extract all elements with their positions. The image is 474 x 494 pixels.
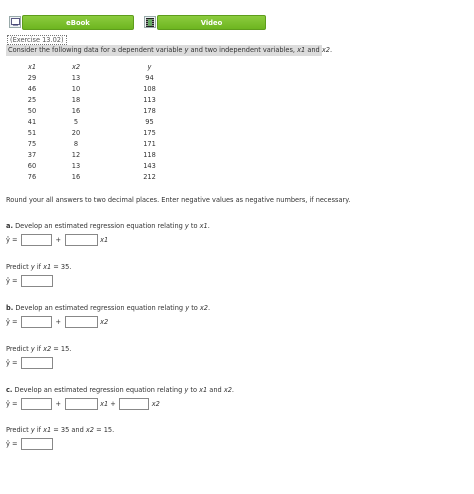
table-cell: 18 xyxy=(71,95,81,104)
y-hat-label: ŷ = xyxy=(6,400,18,408)
table-cell: 29 xyxy=(27,73,37,82)
part-b-prediction-input[interactable] xyxy=(21,357,53,369)
part-b-predict-prompt: Predict y if x2 = 15. xyxy=(6,345,72,353)
y-hat-label: ŷ = xyxy=(6,236,18,244)
table-cell: 13 xyxy=(71,161,81,170)
table-cell: 108 xyxy=(143,84,156,93)
table-cell: 8 xyxy=(73,139,79,148)
table-cell: 95 xyxy=(145,117,154,126)
video-icon[interactable] xyxy=(144,16,156,28)
part-c-equation xyxy=(6,397,160,411)
ebook-icon[interactable] xyxy=(9,16,21,28)
part-b-intercept-input[interactable] xyxy=(21,316,52,328)
table-row xyxy=(22,116,189,127)
part-a-question: a. Develop an estimated regression equation relating y to x1. xyxy=(6,222,210,230)
table-cell: 13 xyxy=(71,73,81,82)
data-table xyxy=(22,61,189,182)
y-hat-label: ŷ = xyxy=(6,359,18,367)
y-hat-label: ŷ = xyxy=(6,318,18,326)
table-cell: 94 xyxy=(145,73,154,82)
part-c-predict-prompt: Predict y if x1 = 35 and x2 = 15. xyxy=(6,426,115,434)
column-header-x2: x2 xyxy=(71,62,81,71)
table-row xyxy=(22,171,189,182)
variable-label: x1 xyxy=(100,236,109,244)
plus-sign: + xyxy=(55,400,62,408)
table-row xyxy=(22,138,189,149)
table-cell: 178 xyxy=(143,106,156,115)
table-cell: 37 xyxy=(27,150,37,159)
column-header-y: y xyxy=(147,62,152,71)
plus-sign: + xyxy=(55,318,62,326)
table-row xyxy=(22,149,189,160)
part-c-prediction-input[interactable] xyxy=(21,438,53,450)
part-c-question: c. Develop an estimated regression equation relating y to x1 and x2. xyxy=(6,386,235,394)
part-a-intercept-input[interactable] xyxy=(21,234,52,246)
part-a-prediction xyxy=(6,274,53,288)
table-cell: 16 xyxy=(71,172,81,181)
part-b-equation xyxy=(6,315,108,329)
table-row xyxy=(22,94,189,105)
variable-label: x1 + xyxy=(100,400,116,408)
column-header-x1: x1 xyxy=(27,62,37,71)
video-button[interactable]: Video xyxy=(157,15,266,30)
table-row xyxy=(22,127,189,138)
table-cell: 76 xyxy=(27,172,37,181)
resource-toolbar xyxy=(6,15,264,30)
table-row xyxy=(22,83,189,94)
y-hat-label: ŷ = xyxy=(6,440,18,448)
table-row xyxy=(22,72,189,83)
question-prompt: Consider the following data for a dependent variable y and two independent variables, x1 and x2. xyxy=(8,46,333,54)
plus-sign: + xyxy=(55,236,62,244)
table-cell: 12 xyxy=(71,150,81,159)
exercise-reference-link[interactable]: (Exercise 13.02) xyxy=(7,35,67,45)
table-cell: 25 xyxy=(27,95,37,104)
table-row xyxy=(22,105,189,116)
table-cell: 41 xyxy=(27,117,37,126)
part-b-prediction xyxy=(6,356,53,370)
rounding-instructions: Round your all answers to two decimal places. Enter negative values as negative numbers, if necessary. xyxy=(6,196,351,204)
table-cell: 212 xyxy=(143,172,156,181)
table-cell: 113 xyxy=(143,95,156,104)
table-cell: 118 xyxy=(143,150,156,159)
y-hat-label: ŷ = xyxy=(6,277,18,285)
part-c-prediction xyxy=(6,437,53,451)
table-cell: 5 xyxy=(73,117,79,126)
ebook-button[interactable]: eBook xyxy=(22,15,134,30)
table-cell: 143 xyxy=(143,161,156,170)
variable-label: x2 xyxy=(100,318,109,326)
table-cell: 50 xyxy=(27,106,37,115)
table-cell: 60 xyxy=(27,161,37,170)
table-cell: 75 xyxy=(27,139,37,148)
part-c-x1-coefficient-input[interactable] xyxy=(65,398,98,410)
table-cell: 16 xyxy=(71,106,81,115)
part-c-x2-coefficient-input[interactable] xyxy=(119,398,149,410)
part-b-slope-input[interactable] xyxy=(65,316,98,328)
part-b-question: b. Develop an estimated regression equation relating y to x2. xyxy=(6,304,211,312)
table-cell: 20 xyxy=(71,128,81,137)
table-cell: 51 xyxy=(27,128,37,137)
part-a-slope-input[interactable] xyxy=(65,234,98,246)
table-header-row xyxy=(22,61,189,72)
table-cell: 171 xyxy=(143,139,156,148)
table-cell: 46 xyxy=(27,84,37,93)
part-a-prediction-input[interactable] xyxy=(21,275,53,287)
table-row xyxy=(22,160,189,171)
table-cell: 175 xyxy=(143,128,156,137)
variable-label: x2 xyxy=(151,400,160,408)
part-a-equation xyxy=(6,233,108,247)
table-cell: 10 xyxy=(71,84,81,93)
part-c-intercept-input[interactable] xyxy=(21,398,52,410)
part-a-predict-prompt: Predict y if x1 = 35. xyxy=(6,263,72,271)
